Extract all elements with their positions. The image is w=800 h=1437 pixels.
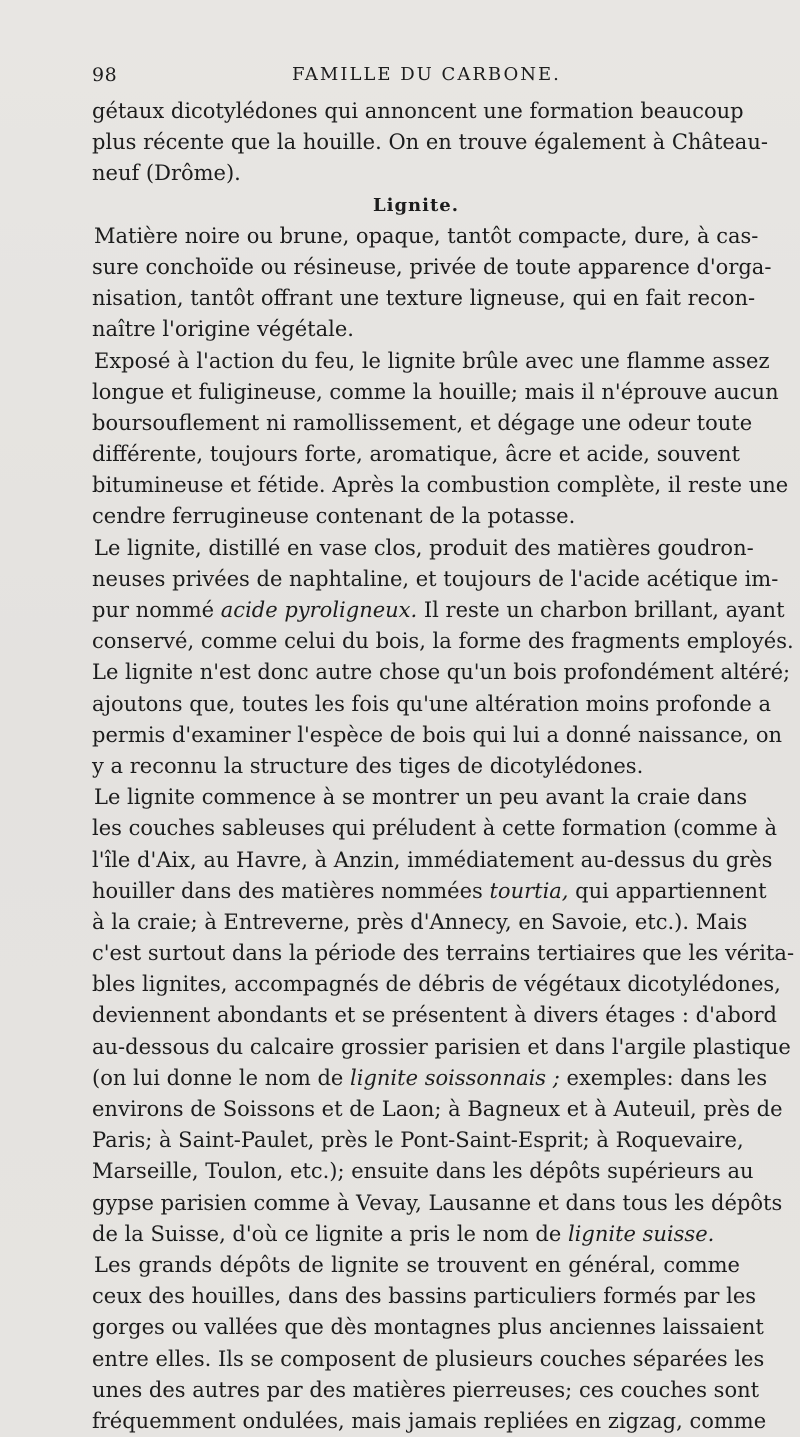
italic-term: tourtia, [489, 878, 569, 903]
text-line: à la craie; à Entreverne, près d'Annecy, en Savoie, etc.). Mais [92, 909, 748, 934]
text-line: bitumineuse et fétide. Après la combustion complète, il reste une [92, 473, 789, 498]
italic-term: acide pyroligneux. [220, 598, 418, 622]
text-line [92, 1219, 740, 1250]
section-heading: Lignite. [372, 194, 460, 216]
italic-term: lignite soissonnais ; [350, 1065, 560, 1090]
text-line [92, 595, 785, 626]
text-fragment: houiller dans des matières nommées [92, 878, 490, 903]
text-line: ajoutons que, toutes les fois qu'une altération moins profonde a [92, 691, 772, 716]
text-line: Le lignite n'est donc autre chose qu'un bois profondément altéré; [92, 660, 791, 685]
text-line: unes des autres par des matières pierreuses; ces couches sont [92, 1377, 760, 1402]
text-line: cendre ferrugineuse contenant de la potasse. [92, 504, 576, 529]
text-line: c'est surtout dans la période des terrains tertiaires que les vérita- [92, 941, 795, 966]
text-line: conservé, comme celui du bois, la forme des fragments employés. [92, 629, 794, 654]
italic-term: lignite suisse. [567, 1221, 715, 1246]
text-line: Le lignite, distillé en vase clos, produit des matières goudron- [94, 535, 754, 560]
text-fragment: exemples: dans les [559, 1065, 768, 1090]
text-line: environs de Soissons et de Laon; à Bagneux et à Auteuil, près de [92, 1097, 783, 1121]
text-line: neuses privées de naphtaline, et toujours de l'acide acétique im- [92, 566, 779, 591]
text-line: gorges ou vallées que dès montagnes plus anciennes laissaient [92, 1315, 764, 1340]
text-fragment: de la Suisse, d'où ce lignite a pris le nom de [92, 1221, 568, 1246]
text-line: entre elles. Ils se composent de plusieurs couches séparées les [92, 1346, 765, 1371]
text-line: permis d'examiner l'espèce de bois qui lui a donné naissance, on [92, 722, 783, 747]
text-line: deviennent abondants et se présentent à divers étages : d'abord [92, 1003, 777, 1028]
text-line: plus récente que la houille. On en trouve également à Château- [92, 130, 768, 155]
text-line: gétaux dicotylédones qui annoncent une formation beaucoup [92, 99, 744, 123]
text-line: fréquemment ondulées, mais jamais repliées en zigzag, comme [92, 1408, 767, 1433]
text-line: bles lignites, accompagnés de débris de végétaux dicotylédones, [92, 972, 781, 997]
text-fragment: pur nommé [92, 598, 221, 622]
text-line: boursouflement ni ramollissement, et dégage une odeur toute [92, 410, 753, 435]
text-line: Exposé à l'action du feu, le lignite brûle avec une flamme assez [94, 348, 770, 373]
text-line: ceux des houilles, dans des bassins particuliers formés par les [92, 1284, 757, 1309]
text-fragment: qui appartiennent [568, 878, 767, 903]
text-line: les couches sableuses qui préludent à cette formation (comme à [92, 816, 778, 841]
text-line: y a reconnu la structure des tiges de dicotylédones. [92, 753, 644, 778]
text-fragment: Il reste un charbon brillant, ayant [417, 598, 785, 622]
text-line [92, 1063, 768, 1094]
text-line [92, 876, 767, 907]
page-number: 98 [92, 64, 118, 86]
running-head: FAMILLE DU CARBONE. [292, 64, 561, 85]
text-line: neuf (Drôme). [92, 161, 241, 186]
text-fragment: (on lui donne le nom de [92, 1065, 351, 1090]
body-text [92, 96, 795, 1437]
text-line: différente, toujours forte, aromatique, âcre et acide, souvent [92, 442, 740, 467]
text-line: naître l'origine végétale. [92, 317, 354, 342]
text-line: Paris; à Saint-Paulet, près le Pont-Saint-Esprit; à Roquevaire, [92, 1128, 744, 1153]
text-line: sure conchoïde ou résineuse, privée de toute apparence d'orga- [92, 254, 772, 279]
text-line: Le lignite commence à se montrer un peu avant la craie dans [94, 785, 748, 810]
text-line: Marseille, Toulon, etc.); ensuite dans les dépôts supérieurs au [92, 1159, 754, 1184]
text-line: gypse parisien comme à Vevay, Lausanne et dans tous les dépôts [92, 1190, 783, 1215]
text-line: Les grands dépôts de lignite se trouvent en général, comme [94, 1252, 740, 1277]
page-header [92, 64, 742, 94]
text-line: l'île d'Aix, au Havre, à Anzin, immédiatement au-dessus du grès [92, 847, 773, 872]
text-line: au-dessous du calcaire grossier parisien et dans l'argile plastique [92, 1034, 791, 1059]
text-line: Matière noire ou brune, opaque, tantôt compacte, dure, à cas- [94, 223, 759, 248]
text-line: nisation, tantôt offrant une texture ligneuse, qui en fait recon- [92, 286, 756, 311]
text-line: longue et fuligineuse, comme la houille; mais il n'éprouve aucun [92, 379, 779, 404]
